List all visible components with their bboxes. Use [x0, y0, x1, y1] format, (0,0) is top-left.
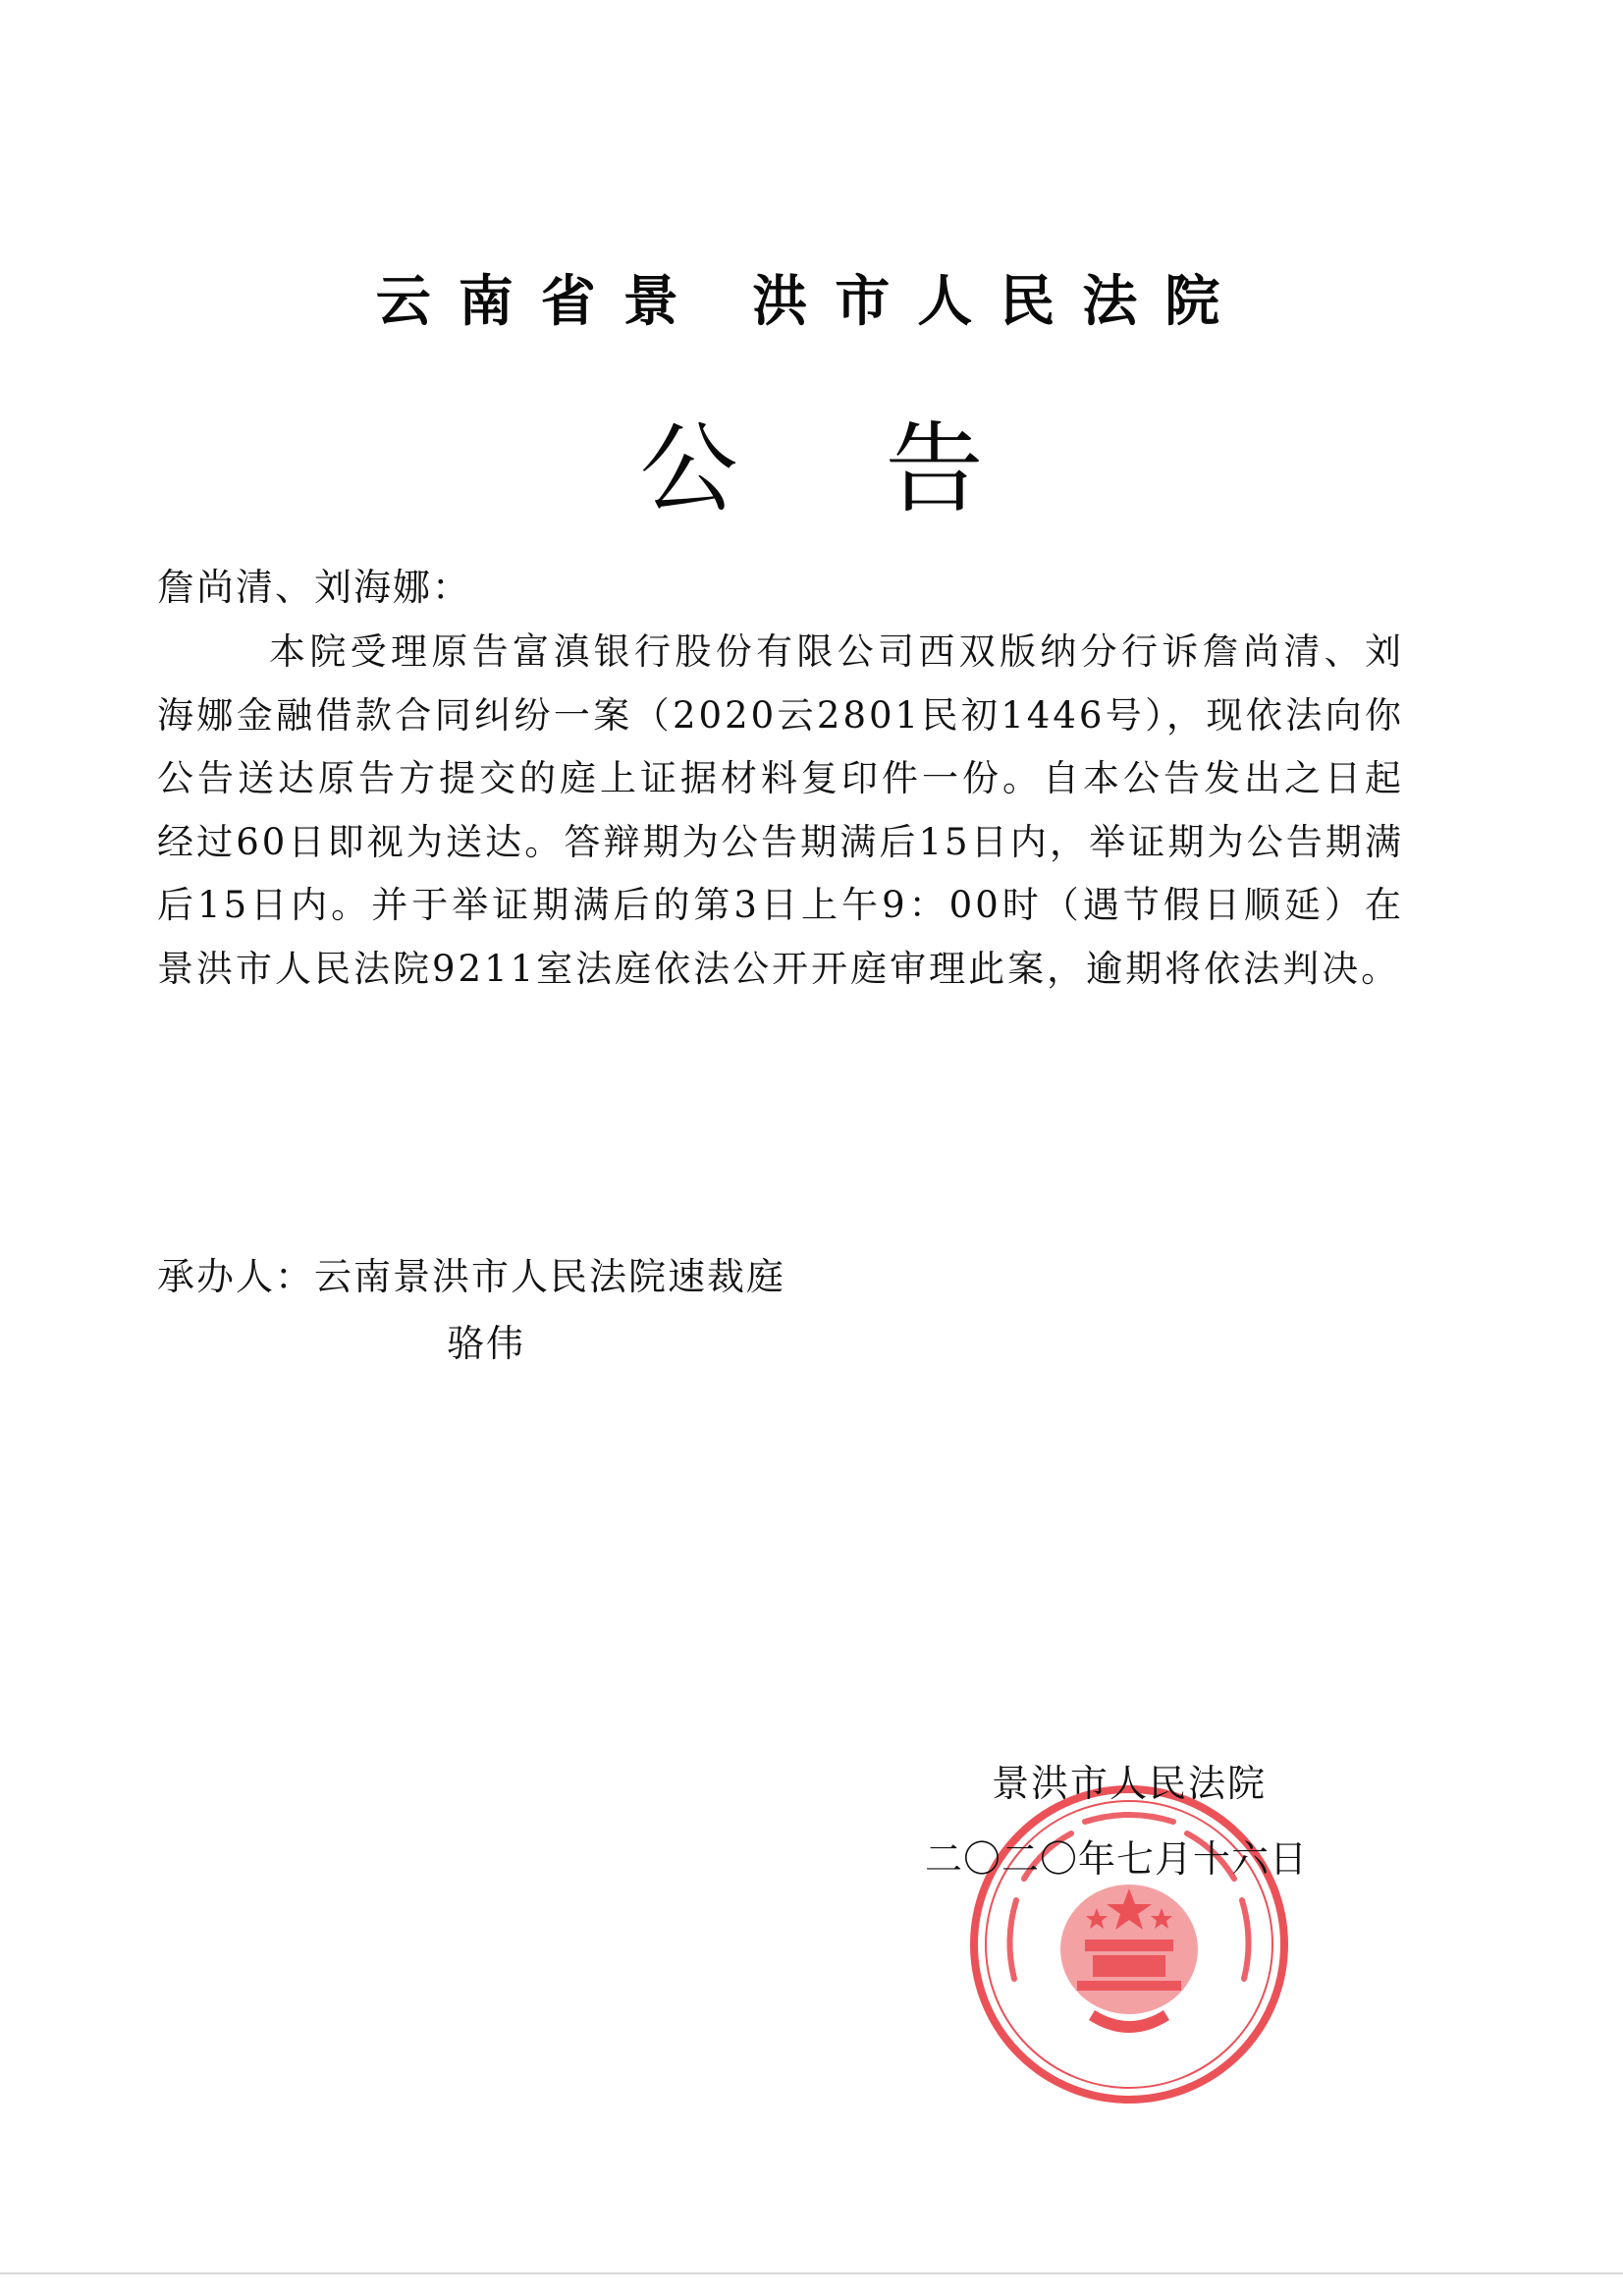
issue-date: 二〇二〇年七月十六日 — [925, 1837, 1309, 1881]
notice-title: 公告 — [639, 411, 1131, 526]
scan-bottom-edge — [0, 2272, 1623, 2274]
notice-body: 本院受理原告富滇银行股份有限公司西双版纳分行诉詹尚清、刘海娜金融借款合同纠纷一案（2020云2801民初1446号），现依法向你公告送达原告方提交的庭上证据材料复印件一份。自本公告发出之日起经过60日即视为送达。答辩期为公告期满后15日内，举证期为公告期满后15日内。并于举证期满后的第3日上午9：00时（遇节假日顺延）在景洪市人民法院9211室法庭依法公开开庭审理此案，逾期将依法判决。 — [157, 630, 1404, 990]
issuer: 景洪市人民法院 — [992, 1762, 1268, 1805]
court-header: 云南省景 洪市人民法院 — [375, 270, 1248, 334]
handler-label: 承办人：云南景洪市人民法院速裁庭 — [157, 1255, 786, 1298]
handler-name: 骆伟 — [447, 1322, 526, 1365]
addressee: 詹尚清、刘海娜： — [157, 566, 472, 609]
